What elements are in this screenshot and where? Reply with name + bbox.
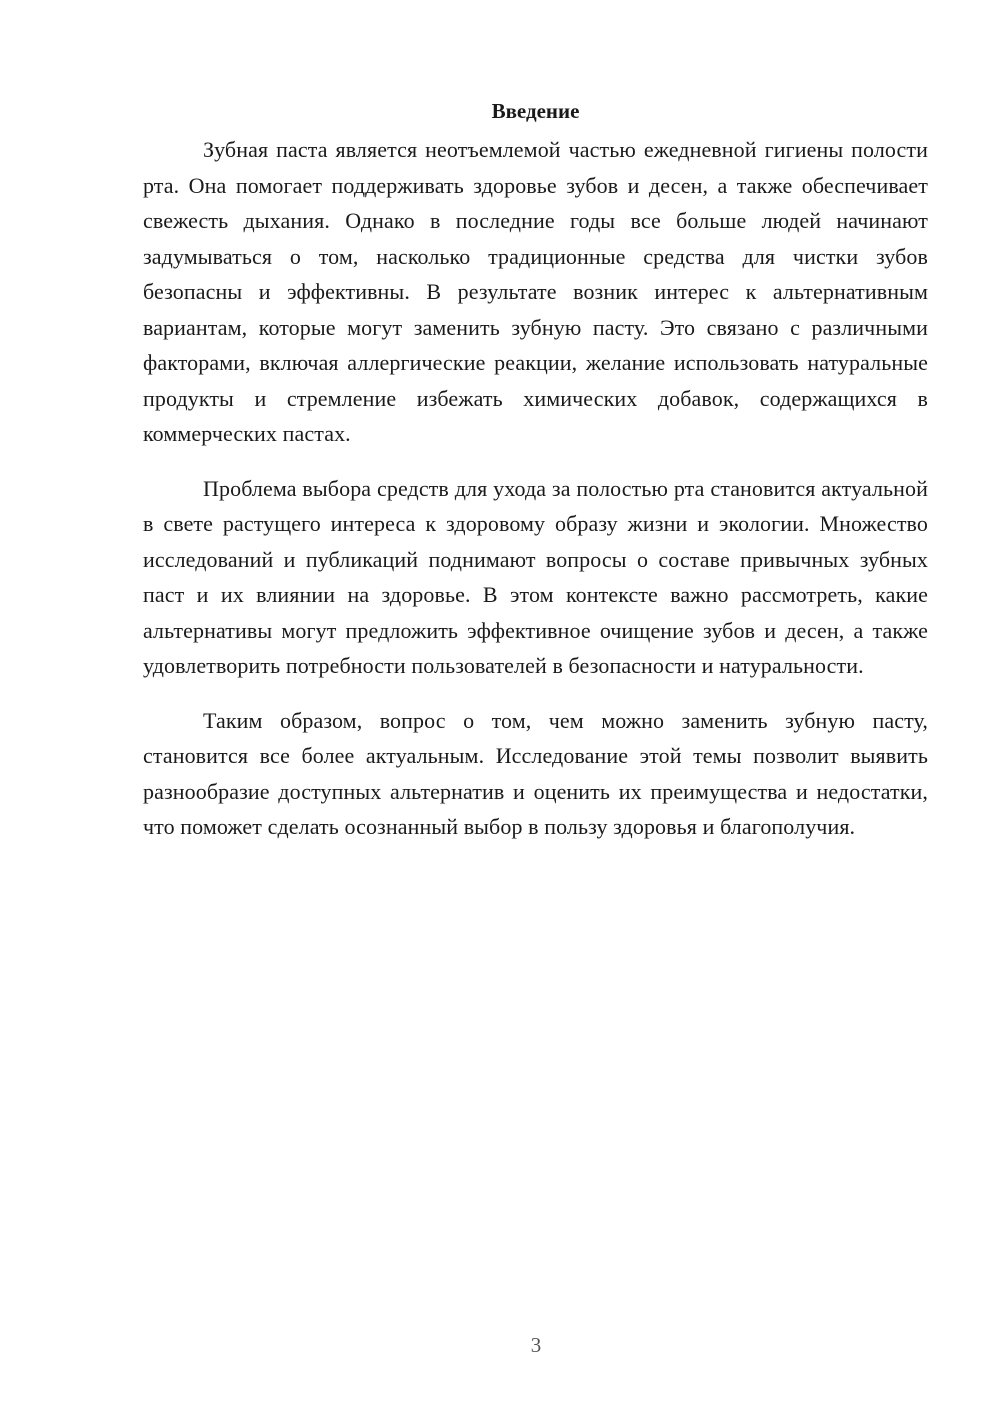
section-heading: Введение <box>491 99 580 123</box>
page-content <box>143 96 928 864</box>
page-number: 3 <box>530 1333 542 1357</box>
paragraph-3: Таким образом, вопрос о том, чем можно заменить зубную пасту, становится все более актуальным. Исследование этой темы позволит выявить разнообразие доступных альтернатив и оценить их преимущества и недостатки, что поможет сделать осознанный выбор в пользу здоровья и благополучия. <box>143 707 928 839</box>
paragraph-2: Проблема выбора средств для ухода за полостью рта становится актуальной в свете растущего интереса к здоровому образу жизни и экологии. Множество исследований и публикаций поднимают вопросы о составе привычных зубных паст и их влиянии на здоровье. В этом контексте важно рассмотреть, какие альтернативы могут предложить эффективное очищение зубов и десен, а также удовлетворить потребности пользователей в безопасности и натуральности. <box>143 475 928 678</box>
paragraph-1: Зубная паста является неотъемлемой частью ежедневной гигиены полости рта. Она помогает поддерживать здоровье зубов и десен, а также обеспечивает свежесть дыхания. Однако в последние годы все больше людей начинают задумываться о том, насколько традиционные средства для чистки зубов безопасны и эффективны. В результате возник интерес к альтернативным вариантам, которые могут заменить зубную пасту. Это связано с различными факторами, включая аллергические реакции, желание использовать натуральные продукты и стремление избежать химических добавок, содержащихся в коммерческих пастах. <box>143 137 928 446</box>
